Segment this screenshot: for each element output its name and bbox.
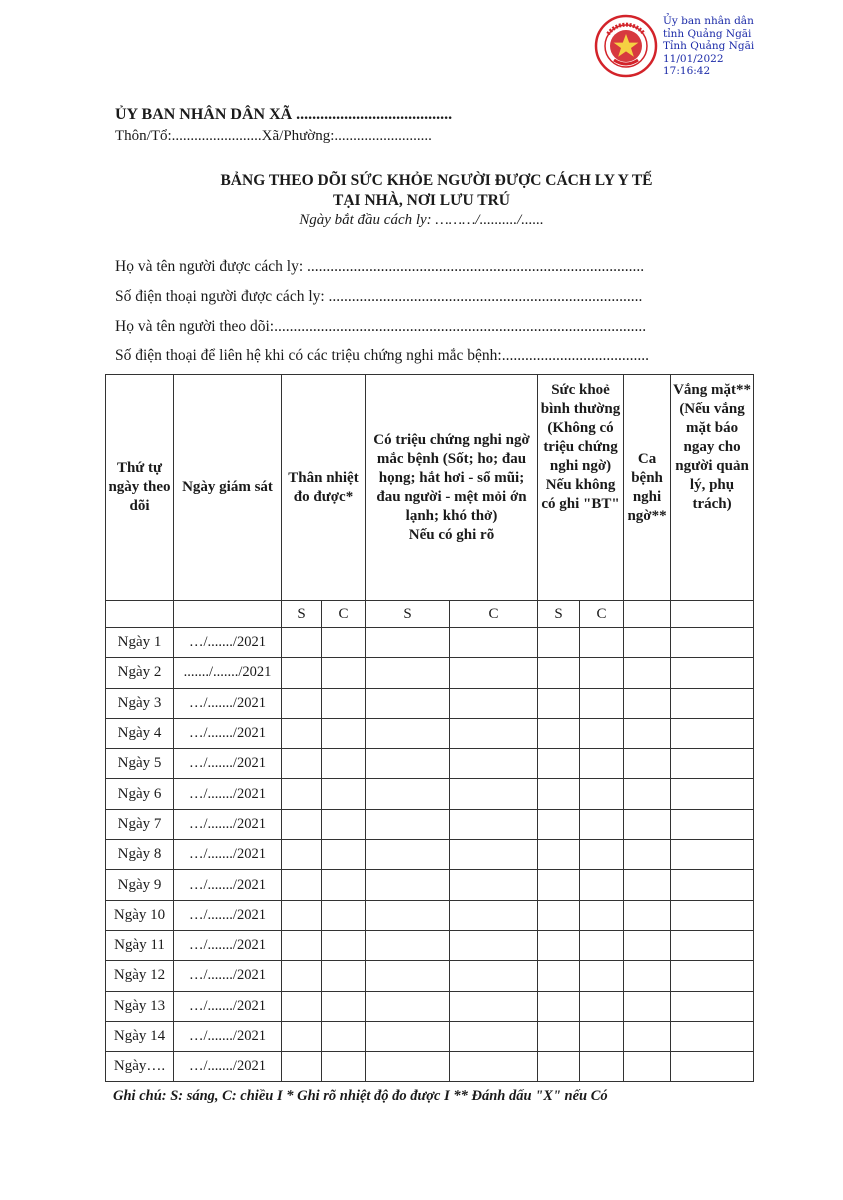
table-row xyxy=(106,809,754,839)
empty-cell xyxy=(580,991,624,1021)
empty-cell xyxy=(450,900,538,930)
empty-cell xyxy=(450,961,538,991)
empty-cell xyxy=(624,688,671,718)
row-date: …/......./2021 xyxy=(174,628,282,658)
empty-cell xyxy=(538,840,580,870)
empty-cell xyxy=(538,628,580,658)
empty-cell xyxy=(671,1021,754,1051)
empty-cell xyxy=(624,779,671,809)
empty-cell xyxy=(322,779,366,809)
health-tracking-table xyxy=(105,374,754,1082)
empty-cell xyxy=(282,840,322,870)
empty-cell xyxy=(624,1021,671,1051)
header-day: Thứ tự ngày theo dõi xyxy=(106,375,174,601)
field-contact-phone: Số điện thoại để liên hệ khi có các triệu chứng nghi mắc bệnh:...................................... xyxy=(115,347,649,364)
header-symptoms-text: Có triệu chứng nghi ngờ mắc bệnh (Sốt; ho; đau họng; hắt hơi - sổ mũi; đau người - mệt mỏi ớn lạnh; khó thở) xyxy=(373,431,530,524)
doc-title: BẢNG THEO DÕI SỨC KHỎE NGƯỜI ĐƯỢC CÁCH LY Y TẾ xyxy=(220,172,653,189)
empty-cell xyxy=(322,688,366,718)
row-day: Ngày 14 xyxy=(106,1021,174,1051)
empty-cell xyxy=(538,1052,580,1082)
row-day: Ngày 8 xyxy=(106,840,174,870)
empty-cell xyxy=(450,658,538,688)
empty-cell xyxy=(538,658,580,688)
empty-cell xyxy=(624,1052,671,1082)
doc-title-line2: TẠI NHÀ, NƠI LƯU TRÚ xyxy=(333,192,510,209)
empty-cell xyxy=(671,809,754,839)
row-day: Ngày 6 xyxy=(106,779,174,809)
header-suspect: Ca bệnh nghi ngờ** xyxy=(624,375,671,601)
row-date: …/......./2021 xyxy=(174,961,282,991)
row-day: Ngày 3 xyxy=(106,688,174,718)
table-row xyxy=(106,840,754,870)
table-row xyxy=(106,1052,754,1082)
empty-cell xyxy=(282,628,322,658)
empty-cell xyxy=(580,688,624,718)
empty-cell xyxy=(366,809,450,839)
empty-cell xyxy=(322,749,366,779)
field-isolated-name: Họ và tên người được cách ly: ....................................................................................... xyxy=(115,258,645,275)
empty-cell xyxy=(322,809,366,839)
empty-cell xyxy=(282,688,322,718)
empty-cell xyxy=(450,809,538,839)
table-header-row xyxy=(106,375,754,601)
empty-cell xyxy=(366,658,450,688)
empty-cell xyxy=(580,1021,624,1051)
table-row xyxy=(106,961,754,991)
empty-cell xyxy=(366,749,450,779)
row-day: Ngày 2 xyxy=(106,658,174,688)
table-row xyxy=(106,718,754,748)
empty-cell xyxy=(671,900,754,930)
row-day: Ngày 7 xyxy=(106,809,174,839)
empty-cell xyxy=(580,961,624,991)
empty-cell xyxy=(538,779,580,809)
start-date: Ngày bắt đầu cách ly: ………/........../...... xyxy=(299,212,544,228)
empty-cell xyxy=(538,900,580,930)
empty-cell xyxy=(366,718,450,748)
empty-cell xyxy=(671,991,754,1021)
empty-cell xyxy=(282,900,322,930)
header-date: Ngày giám sát xyxy=(174,375,282,601)
empty-cell xyxy=(366,688,450,718)
table-row xyxy=(106,688,754,718)
row-date: …/......./2021 xyxy=(174,779,282,809)
empty-cell xyxy=(366,870,450,900)
digital-signature xyxy=(663,15,839,78)
empty-cell xyxy=(450,1052,538,1082)
empty-cell xyxy=(282,870,322,900)
sub-c: C xyxy=(450,601,538,628)
empty-cell xyxy=(322,961,366,991)
empty-cell xyxy=(366,840,450,870)
header-absent: Vắng mặt** (Nếu vắng mặt báo ngay cho người quản lý, phụ trách) xyxy=(671,375,754,601)
row-date: ......./......./2021 xyxy=(174,658,282,688)
table-row xyxy=(106,870,754,900)
empty-cell xyxy=(322,1052,366,1082)
empty-cell xyxy=(671,658,754,688)
empty-cell xyxy=(671,749,754,779)
empty-cell xyxy=(366,930,450,960)
empty-cell xyxy=(366,779,450,809)
empty-cell xyxy=(450,991,538,1021)
empty-cell xyxy=(322,628,366,658)
empty-cell xyxy=(282,961,322,991)
table-subheader-row xyxy=(106,601,754,628)
row-day: Ngày 13 xyxy=(106,991,174,1021)
row-date: …/......./2021 xyxy=(174,991,282,1021)
empty-cell xyxy=(624,718,671,748)
table-row xyxy=(106,991,754,1021)
empty-cell xyxy=(671,718,754,748)
org-address: Thôn/Tổ:........................Xã/Phường:.......................... xyxy=(115,128,432,144)
empty-cell xyxy=(282,749,322,779)
empty-cell xyxy=(624,809,671,839)
row-day: Ngày 9 xyxy=(106,870,174,900)
sub-c: C xyxy=(322,601,366,628)
empty-cell xyxy=(580,809,624,839)
row-date: …/......./2021 xyxy=(174,870,282,900)
empty-cell xyxy=(282,718,322,748)
row-day: Ngày 4 xyxy=(106,718,174,748)
row-date: …/......./2021 xyxy=(174,749,282,779)
signature-line: tỉnh Quảng Ngãi xyxy=(663,27,752,40)
empty-cell xyxy=(624,900,671,930)
table-row xyxy=(106,749,754,779)
empty-cell xyxy=(671,628,754,658)
empty-cell xyxy=(282,930,322,960)
table-row xyxy=(106,628,754,658)
empty-cell xyxy=(580,749,624,779)
empty-cell xyxy=(322,718,366,748)
empty-cell xyxy=(366,1021,450,1051)
empty-cell xyxy=(538,961,580,991)
empty-cell xyxy=(366,991,450,1021)
row-date: …/......./2021 xyxy=(174,688,282,718)
empty-cell xyxy=(450,688,538,718)
row-date: …/......./2021 xyxy=(174,900,282,930)
org-name: ỦY BAN NHÂN DÂN XÃ ....................................... xyxy=(115,106,453,123)
header-temperature: Thân nhiệt đo được* xyxy=(282,375,366,601)
empty-cell xyxy=(450,718,538,748)
empty-cell xyxy=(538,749,580,779)
empty-cell xyxy=(538,870,580,900)
empty-cell xyxy=(671,961,754,991)
header-symptoms-note: Nếu có ghi rõ xyxy=(408,526,495,543)
field-isolated-phone: Số điện thoại người được cách ly: ................................................................................. xyxy=(115,288,643,305)
empty-cell xyxy=(671,870,754,900)
empty-cell xyxy=(580,870,624,900)
empty-cell xyxy=(450,840,538,870)
empty-cell xyxy=(580,779,624,809)
row-date: …/......./2021 xyxy=(174,930,282,960)
empty-cell xyxy=(580,718,624,748)
signature-line: Tỉnh Quảng Ngãi xyxy=(663,40,755,52)
empty-cell xyxy=(282,779,322,809)
empty-cell xyxy=(538,809,580,839)
empty-cell xyxy=(366,961,450,991)
empty-cell xyxy=(450,749,538,779)
empty-cell xyxy=(282,658,322,688)
empty-cell xyxy=(366,900,450,930)
empty-cell xyxy=(450,870,538,900)
seal-icon xyxy=(594,14,658,78)
empty-cell xyxy=(366,628,450,658)
empty-cell xyxy=(671,1052,754,1082)
row-day: Ngày 10 xyxy=(106,900,174,930)
signature-line: Ủy ban nhân dân xyxy=(663,15,754,27)
empty-cell xyxy=(450,779,538,809)
empty-cell xyxy=(538,718,580,748)
empty-cell xyxy=(580,900,624,930)
row-day: Ngày…. xyxy=(106,1052,174,1082)
empty-cell xyxy=(282,991,322,1021)
sub-s: S xyxy=(538,601,580,628)
header-symptoms xyxy=(366,375,538,601)
table-row xyxy=(106,779,754,809)
empty-cell xyxy=(322,1021,366,1051)
empty-cell xyxy=(624,840,671,870)
sub-s: S xyxy=(282,601,322,628)
empty-cell xyxy=(322,930,366,960)
field-monitor-name: Họ và tên người theo dõi:................................................................................................ xyxy=(115,318,647,335)
empty-cell xyxy=(538,1021,580,1051)
row-date: …/......./2021 xyxy=(174,1021,282,1051)
empty-cell xyxy=(366,1052,450,1082)
table-row xyxy=(106,1021,754,1051)
empty-cell xyxy=(450,628,538,658)
row-day: Ngày 5 xyxy=(106,749,174,779)
sub-c: C xyxy=(580,601,624,628)
empty-cell xyxy=(580,930,624,960)
row-date: …/......./2021 xyxy=(174,840,282,870)
empty-cell xyxy=(580,628,624,658)
row-date: …/......./2021 xyxy=(174,718,282,748)
row-day: Ngày 1 xyxy=(106,628,174,658)
empty-cell xyxy=(322,991,366,1021)
empty-cell xyxy=(322,900,366,930)
empty-cell xyxy=(282,809,322,839)
sub-s: S xyxy=(366,601,450,628)
empty-cell xyxy=(450,1021,538,1051)
table-row xyxy=(106,658,754,688)
empty-cell xyxy=(322,658,366,688)
table-row xyxy=(106,900,754,930)
empty-cell xyxy=(671,840,754,870)
row-day: Ngày 11 xyxy=(106,930,174,960)
empty-cell xyxy=(624,991,671,1021)
row-day: Ngày 12 xyxy=(106,961,174,991)
empty-cell xyxy=(538,688,580,718)
footnote: Ghi chú: S: sáng, C: chiều I * Ghi rõ nhiệt độ đo được I ** Đánh dấu "X" nếu Có xyxy=(113,1088,608,1104)
empty-cell xyxy=(624,749,671,779)
signature-line: 11/01/2022 xyxy=(663,52,724,65)
table-row xyxy=(106,930,754,960)
empty-cell xyxy=(624,961,671,991)
header-health: Sức khoẻ bình thường (Không có triệu chứng nghi ngờ) Nếu không có ghi "BT" xyxy=(538,375,624,601)
empty-cell xyxy=(671,688,754,718)
empty-cell xyxy=(282,1021,322,1051)
empty-cell xyxy=(671,930,754,960)
empty-cell xyxy=(450,930,538,960)
empty-cell xyxy=(538,991,580,1021)
empty-cell xyxy=(671,779,754,809)
empty-cell xyxy=(624,628,671,658)
empty-cell xyxy=(282,1052,322,1082)
empty-cell xyxy=(580,1052,624,1082)
row-date: …/......./2021 xyxy=(174,1052,282,1082)
empty-cell xyxy=(580,840,624,870)
empty-cell xyxy=(580,658,624,688)
row-date: …/......./2021 xyxy=(174,809,282,839)
empty-cell xyxy=(322,840,366,870)
empty-cell xyxy=(624,930,671,960)
empty-cell xyxy=(624,870,671,900)
signature-line: 17:16:42 xyxy=(663,65,711,77)
empty-cell xyxy=(624,658,671,688)
empty-cell xyxy=(538,930,580,960)
empty-cell xyxy=(322,870,366,900)
